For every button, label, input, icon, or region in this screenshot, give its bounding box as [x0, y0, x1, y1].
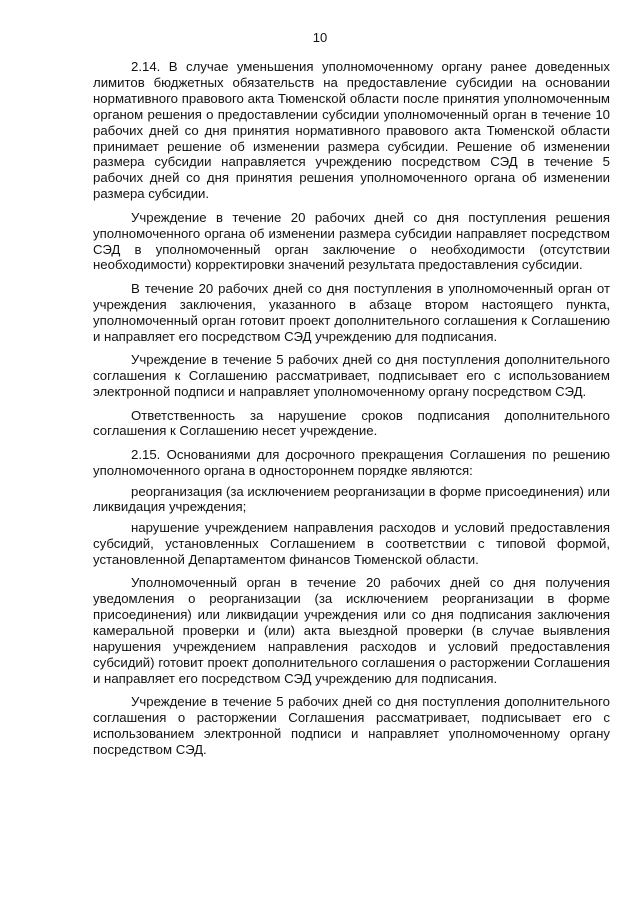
paragraph-violation: нарушение учреждением направления расходов и условий предоставления субсидий, установленных Соглашением в соответствии с типовой формой, установленной Департаментом финансов Тюменской области.	[93, 520, 610, 567]
paragraph-conclusion: Учреждение в течение 20 рабочих дней со дня поступления решения уполномоченного органа об изменении размера субсидии направляет посредством СЭД в уполномоченный орган заключение о необходимости (отсутствии необходимости) корректировки значений результата предоставления субсидии.	[93, 209, 610, 273]
paragraph-signing: Учреждение в течение 5 рабочих дней со дня поступления дополнительного соглашения к Соглашению рассматривает, подписывает его с использованием электронной подписи и направляет уполномоченному органу посредством СЭД.	[93, 352, 610, 399]
paragraph-2-15: 2.15. Основаниями для досрочного прекращения Соглашения по решению уполномоченного органа в одностороннем порядке являются:	[93, 446, 610, 478]
paragraph-additional-agreement: В течение 20 рабочих дней со дня поступления в уполномоченный орган от учреждения заключения, указанного в абзаце втором настоящего пункта, уполномоченный орган готовит проект дополнительного соглашения к Соглашению и направляет его посредством СЭД учреждению для подписания.	[93, 280, 610, 344]
paragraph-termination-agreement: Уполномоченный орган в течение 20 рабочих дней со дня получения уведомления о реорганизации (за исключением реорганизации в форме присоединения) или ликвидации учреждения или со дня подписания заключения камеральной проверки и (или) акта выездной проверки (в случае выявления нарушения учреждением направления расходов и условий предоставления субсидий) готовит проект дополнительного соглашения о расторжении Соглашения и направляет его посредством СЭД учреждению для подписания.	[93, 575, 610, 686]
paragraph-responsibility: Ответственность за нарушение сроков подписания дополнительного соглашения к Соглашению несет учреждение.	[93, 407, 610, 439]
paragraph-2-14: 2.14. В случае уменьшения уполномоченному органу ранее доведенных лимитов бюджетных обязательств на предоставление субсидии на основании нормативного правового акта Тюменской области после принятия уполномоченным органом решения о предоставлении субсидии уполномоченный орган в течение 10 рабочих дней со дня принятия нормативного правового акта Тюменской области принимает решение об изменении размера субсидии. Решение об изменении размера субсидии направляется учреждению посредством СЭД в течение 5 рабочих дней со дня принятия решения уполномоченного органа об изменении размера субсидии.	[93, 59, 610, 202]
document-body	[93, 59, 610, 766]
paragraph-reorganization: реорганизация (за исключением реорганизации в форме присоединения) или ликвидация учреждения;	[93, 483, 610, 515]
page-number: 10	[312, 30, 328, 45]
paragraph-termination-signing: Учреждение в течение 5 рабочих дней со дня поступления дополнительного соглашения о расторжении Соглашения рассматривает, подписывает его с использованием электронной подписи и направляет уполномоченному органу посредством СЭД.	[93, 694, 610, 758]
